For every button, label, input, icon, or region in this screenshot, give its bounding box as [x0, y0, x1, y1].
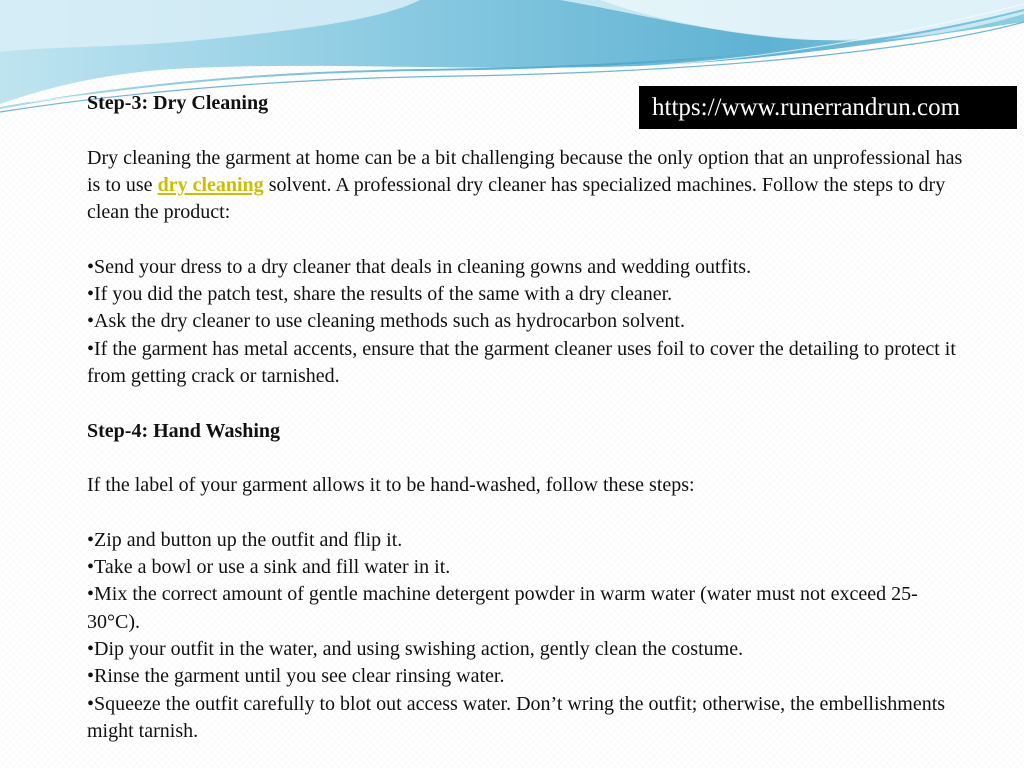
step3-intro-text-b: solvent. A professional dry cleaner has specialized machines. Follow the steps to dry clean the product: [87, 173, 946, 224]
list-item: •Ask the dry cleaner to use cleaning methods such as hydrocarbon solvent. [87, 310, 685, 333]
dry-cleaning-link[interactable]: dry cleaning [157, 173, 264, 196]
step3-heading: Step-3: Dry Cleaning [87, 92, 269, 114]
list-item: •If you did the patch test, share the results of the same with a dry cleaner. [87, 283, 673, 306]
list-item: •If the garment has metal accents, ensure that the garment cleaner uses foil to cover the detailing to protect it from getting crack or tarnished. [87, 337, 956, 387]
step4-heading: Step-4: Hand Washing [87, 419, 281, 442]
list-item: •Send your dress to a dry cleaner that deals in cleaning gowns and wedding outfits. [87, 255, 752, 278]
list-item: •Squeeze the outfit carefully to blot out access water. Don’t wring the outfit; otherwise, the embellishments might tarnish. [87, 692, 946, 742]
article-body [87, 90, 967, 745]
list-item: •Mix the correct amount of gentle machine detergent powder in warm water (water must not exceed 25-30°C). [87, 583, 918, 633]
step3-intro [87, 145, 967, 227]
step3-intro-text-a: Dry cleaning the garment at home can be a bit challenging because the only option that an unprofessional has is to use [87, 146, 963, 196]
website-url-badge[interactable]: https://www.runerrandrun.com [639, 86, 1017, 129]
step4-intro: If the label of your garment allows it to be hand-washed, follow these steps: [87, 474, 695, 497]
list-item: •Rinse the garment until you see clear rinsing water. [87, 665, 505, 688]
list-item: •Take a bowl or use a sink and fill water in it. [87, 556, 451, 579]
list-item: •Dip your outfit in the water, and using swishing action, gently clean the costume. [87, 637, 744, 660]
list-item: •Zip and button up the outfit and flip it. [87, 528, 403, 551]
